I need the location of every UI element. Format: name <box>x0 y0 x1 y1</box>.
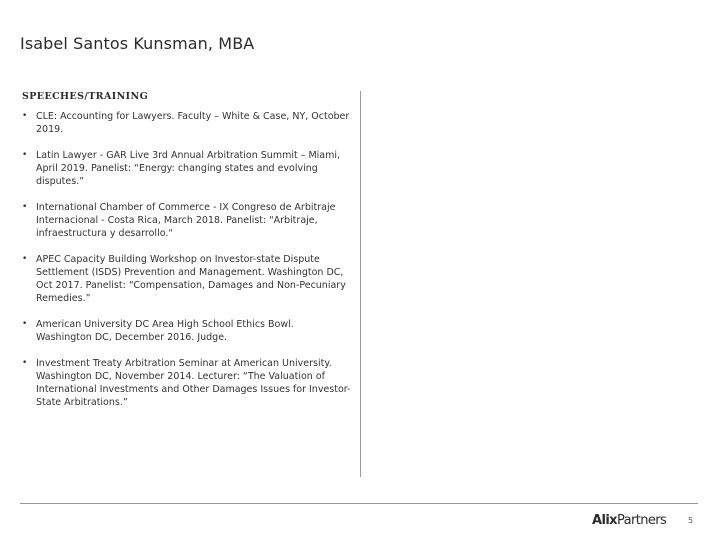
logo-part-partners: Partners <box>616 513 667 528</box>
list-item <box>22 201 352 240</box>
column-divider <box>360 91 361 477</box>
list-item-text: Latin Lawyer - GAR Live 3rd Annual Arbitration Summit – Miami, April 2019. Panelist: “Energy: changing states and evolving disputes.” <box>36 150 341 187</box>
list-item <box>22 318 352 344</box>
list-item <box>22 149 352 188</box>
section-heading: SPEECHES/TRAINING <box>22 91 149 102</box>
list-item <box>22 357 352 409</box>
slide-title: Isabel Santos Kunsman, MBA <box>20 34 255 53</box>
list-item <box>22 253 352 305</box>
alixpartners-logo <box>592 513 666 528</box>
bullet-icon: • <box>22 111 28 121</box>
list-item-text: American University DC Area High School Ethics Bowl. Washington DC, December 2016. Judge. <box>36 319 294 343</box>
bullet-icon: • <box>22 150 28 160</box>
bullet-icon: • <box>22 202 28 212</box>
logo-part-alix: Alix <box>592 513 617 528</box>
page-number: 5 <box>688 516 694 525</box>
speeches-list <box>22 110 352 422</box>
list-item-text: APEC Capacity Building Workshop on Investor-state Dispute Settlement (ISDS) Prevention and Management. Washington DC, Oct 2017. Panelist: “Compensation, Damages and Non-Pecuniary Remedies.” <box>36 254 346 304</box>
bullet-icon: • <box>22 358 28 368</box>
list-item-text: CLE: Accounting for Lawyers. Faculty – White & Case, NY, October 2019. <box>36 111 350 135</box>
list-item-text: Investment Treaty Arbitration Seminar at American University. Washington DC, November 2014. Lecturer: “The Valuation of International Investments and Other Damages Issues for Investor-State Arbitrations.” <box>36 358 351 408</box>
bullet-icon: • <box>22 254 28 264</box>
footer-divider <box>20 503 698 504</box>
list-item <box>22 110 352 136</box>
list-item-text: International Chamber of Commerce - IX Congreso de Arbitraje Internacional - Costa Rica, March 2018. Panelist: "Arbitraje, infraestructura y desarrollo." <box>36 202 336 239</box>
bullet-icon: • <box>22 319 28 329</box>
